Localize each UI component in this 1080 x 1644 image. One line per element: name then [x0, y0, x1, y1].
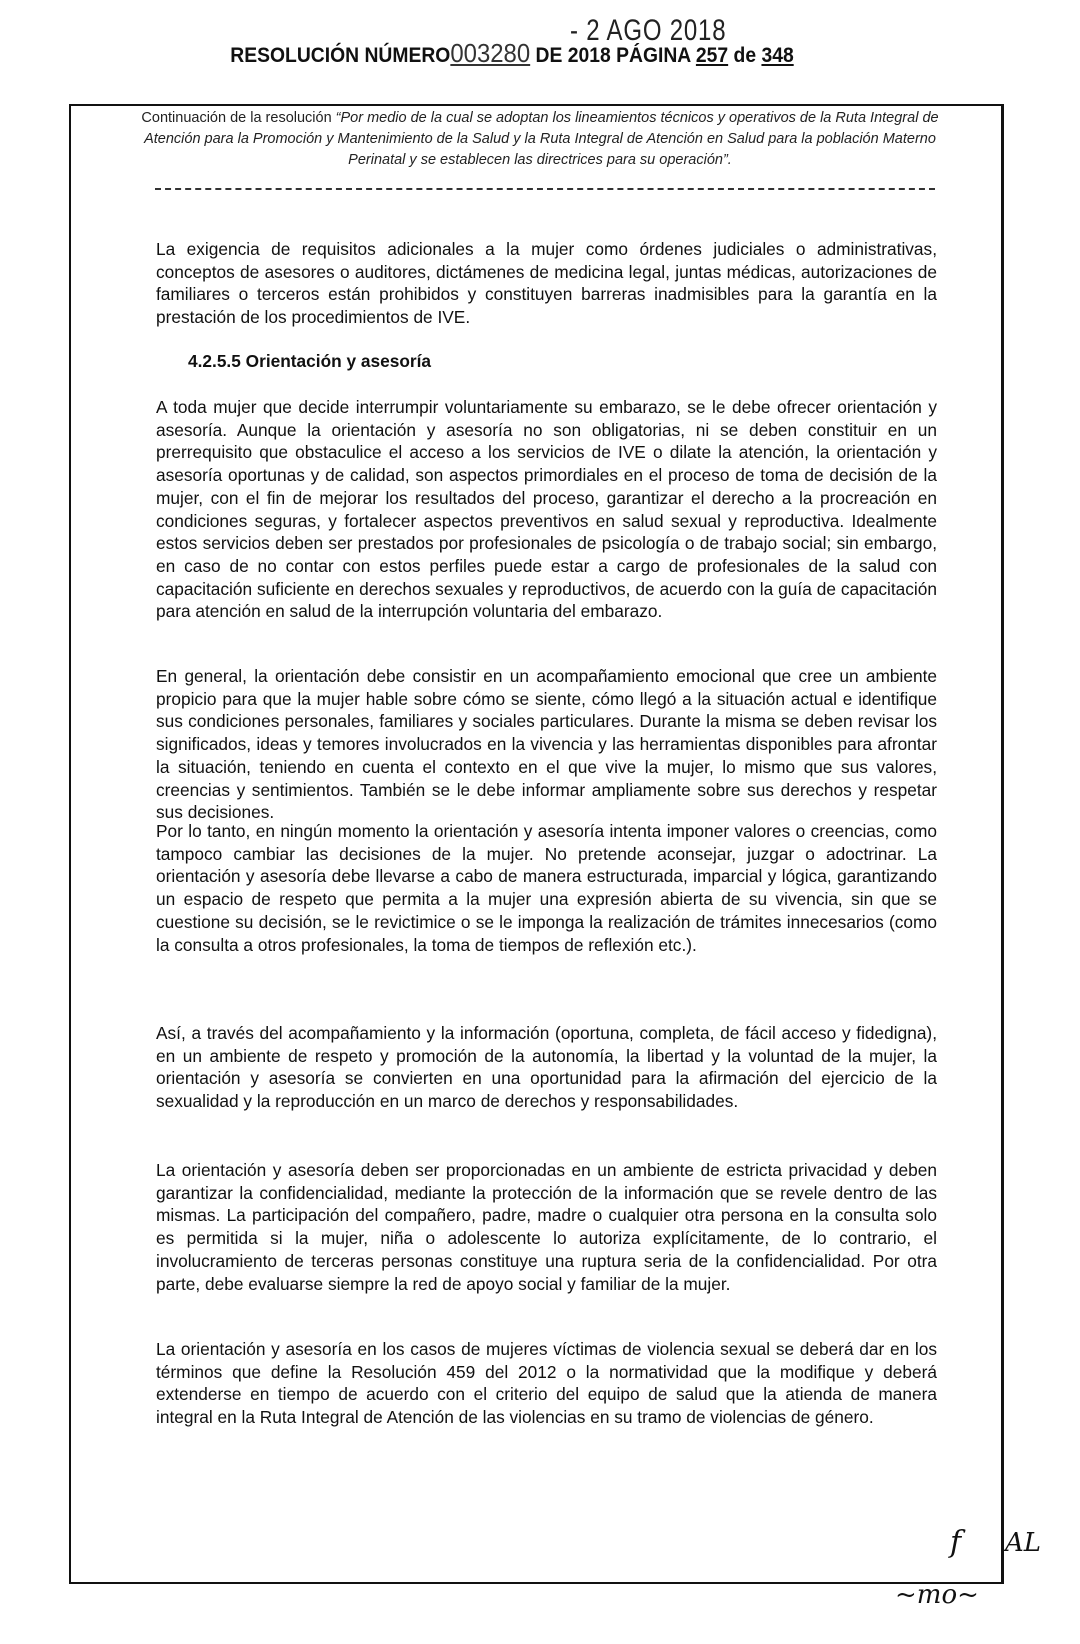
paragraph-1: La exigencia de requisitos adicionales a la mujer como órdenes judiciales o administrativas, conceptos de asesores o auditores, dictámenes de medicina legal, juntas médicas, autorizaciones de familiares o terceros están prohibidos y constituyen barreras inadmisibles para la garantía en la prestación de los procedimientos de IVE. — [156, 239, 937, 328]
title-prefix: RESOLUCIÓN NÚMERO — [230, 44, 451, 67]
page-total: 348 — [761, 44, 794, 67]
initial-signature-3: ~mo~ — [895, 1580, 979, 1610]
date-stamp: - 2 AGO 2018 — [570, 14, 727, 47]
paragraph-3: En general, la orientación debe consistir en un acompañamiento emocional que cree un ambiente propicio para que la mujer hable sobre cómo se siente, cómo llegó a la situación actual e identifique sus condiciones personales, familiares y sociales particulares. Durante la misma se deben revisar los significados, ideas y temores involucrados en la vivencia y las herramientas disponibles para afrontar la situación, teniendo en cuenta el contexto en el que vive la mujer, lo mismo que sus valores, creencias y sentimientos. También se le debe informar ampliamente sobre sus derechos y respetar sus decisiones. — [156, 666, 937, 823]
continuation-title: “Por medio de la cual se adoptan los lineamientos técnicos y operativos de la Ruta Integral de Atención para la Promoción y Mantenimiento de la Salud y la Ruta Integral de Atención en Salud para la población Materno Perinatal y se establecen las directrices para su operación”. — [144, 110, 939, 168]
section-heading: 4.2.5.5 Orientación y asesoría — [188, 351, 432, 371]
initial-signature-1: f — [950, 1525, 962, 1560]
paragraph-2: A toda mujer que decide interrumpir voluntariamente su embarazo, se le debe ofrecer orientación y asesoría. Aunque la orientación y asesoría no son obligatorias, ni se deben constituir en un prerrequisito que obstaculice el acceso a los servicios de IVE o dilate la atención, la orientación y asesoría oportunas y de calidad, son aspectos primordiales en el proceso de toma de decisión de la mujer, con el fin de mejorar los resultados del proceso, garantizar el derecho a la procreación en condiciones seguras, y fortalecer aspectos preventivos en salud sexual y reproductiva. Idealmente estos servicios deben ser prestados por profesionales de psicología o de trabajo social; sin embargo, en caso de no contar con estos perfiles puede estar a cargo de profesionales de la salud con capacitación suficiente en derechos sexuales y reproductivos, de acuerdo con la guía de capacitación para atención en salud de la interrupción voluntaria del embarazo. — [156, 397, 937, 622]
initial-signature-2: AL — [1005, 1528, 1042, 1558]
continuation-header — [130, 108, 950, 171]
paragraph-7: La orientación y asesoría en los casos de mujeres víctimas de violencia sexual se deberá dar en los términos que define la Resolución 459 del 2012 o la normatividad que la modifique y deberá extenderse en tiempo de acuerdo con el criterio del equipo de salud que la atienda de manera integral en la Ruta Integral de Atención de las violencias en su tramo de violencias de género. — [156, 1339, 937, 1428]
resolution-title — [41, 38, 983, 69]
title-mid: DE 2018 PÁGINA — [535, 44, 691, 67]
resolution-number: 003280 — [450, 38, 531, 68]
paragraph-6: La orientación y asesoría deben ser proporcionadas en un ambiente de estricta privacidad y deben garantizar la confidencialidad, mediante la protección de la información que se revele dentro de las mismas. La participación del compañero, padre, madre o cualquier otra persona en la consulta solo es permitida si la mujer, niña o adolescente lo autoriza explícitamente, de lo contrario, el involucramiento de terceras personas constituye una ruptura seria de la confidencialidad. Por otra parte, debe evaluarse siempre la red de apoyo social y familiar de la mujer. — [156, 1160, 937, 1294]
paragraph-5: Así, a través del acompañamiento y la información (oportuna, completa, de fácil acceso y fidedigna), en un ambiente de respeto y promoción de la autonomía, la libertad y la voluntad de la mujer, la orientación y asesoría se convierten en una oportunidad para la afirmación del ejercicio de la sexualidad y la reproducción en un marco de derechos y responsabilidades. — [156, 1023, 937, 1112]
dashed-divider — [155, 188, 935, 190]
paragraph-4: Por lo tanto, en ningún momento la orientación y asesoría intenta imponer valores o creencias, como tampoco cambiar las decisiones de la mujer. No pretende aconsejar, juzgar o adoctrinar. La orientación y asesoría debe llevarse a cabo de manera estructurada, imparcial y lógica, garantizando un espacio de respeto que permita a la mujer una expresión abierta de su vivencia, sin que se cuestione su decisión, se le revictimice o se le imponga la realización de trámites innecesarios (como la consulta a otros profesionales, la toma de tiempos de reflexión etc.). — [156, 821, 937, 955]
title-de: de — [733, 44, 757, 67]
continuation-lead: Continuación de la resolución — [141, 110, 336, 126]
page-number: 257 — [695, 44, 729, 67]
